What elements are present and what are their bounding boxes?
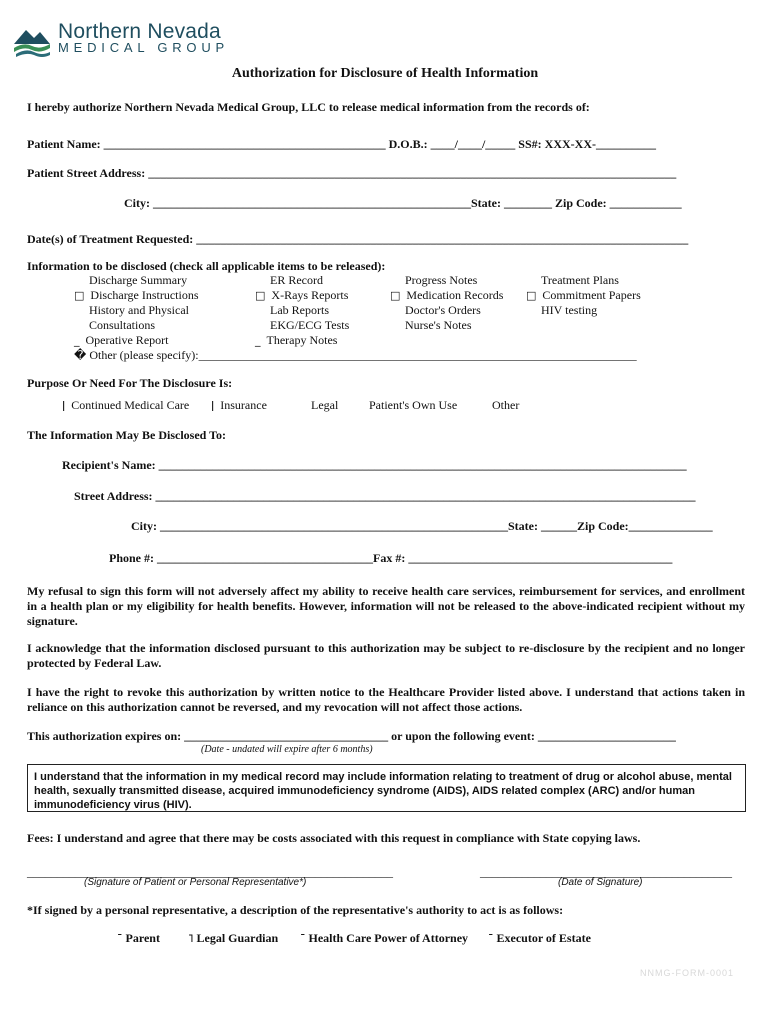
info-item-other[interactable]: � Other (please specify):_________________________________________________________________________ xyxy=(74,348,637,362)
purpose-option[interactable]: ǀ Insurance xyxy=(211,398,267,412)
expires-note: (Date - undated will expire after 6 months) xyxy=(201,744,373,755)
checkbox-icon: ¯ xyxy=(488,932,494,945)
checkbox-icon: _ xyxy=(255,334,261,347)
rep-option[interactable]: ¯ Health Care Power of Attorney xyxy=(300,931,469,945)
signature-line[interactable]: _____________________________________________________________ xyxy=(27,865,393,879)
logo-subtitle: MEDICAL GROUP xyxy=(58,40,229,55)
refusal-paragraph: My refusal to sign this form will not adversely affect my ability to receive health care services, reimbursement for services, and enrollment in a health plan or my eligibility for health benefits. However, information will not be released to the above-indicated recipient without my signature. xyxy=(27,584,745,628)
info-item[interactable]: □ Medication Records xyxy=(390,288,504,302)
info-item[interactable]: HIV testing xyxy=(541,303,598,317)
logo-name: Northern Nevada xyxy=(58,20,221,43)
checkbox-icon: □ xyxy=(255,289,266,302)
rep-option[interactable]: ˥ Legal Guardian xyxy=(188,931,279,945)
checkbox-icon: □ xyxy=(526,289,537,302)
info-item[interactable]: Discharge Summary xyxy=(89,273,188,287)
patient-city-field[interactable]: City: _____________________________________________________State: ________ Zip Code: ____________ xyxy=(124,196,682,210)
info-item[interactable]: EKG/ECG Tests xyxy=(270,318,350,332)
info-item[interactable]: Progress Notes xyxy=(405,273,478,287)
info-item[interactable]: Consultations xyxy=(89,318,156,332)
info-heading: Information to be disclosed (check all applicable items to be released): xyxy=(27,259,386,273)
checkbox-icon: ˥ xyxy=(188,932,194,945)
purpose-option[interactable]: Legal xyxy=(311,398,339,412)
patient-name-field[interactable]: Patient Name: _______________________________________________ D.O.B.: ____/____/_____ SS#: XXX-XX-__________ xyxy=(27,137,656,151)
footer-code: NNMG-FORM-0001 xyxy=(640,968,735,978)
checkbox-icon: _ xyxy=(74,334,80,347)
checkbox-icon: ¯ xyxy=(300,932,306,945)
patient-street-field[interactable]: Patient Street Address: ________________________________________________________________________________________ xyxy=(27,166,677,180)
logo xyxy=(12,20,229,62)
intro-text: I hereby authorize Northern Nevada Medical Group, LLC to release medical information from the records of: xyxy=(27,100,590,114)
checkbox-icon: ¯ xyxy=(117,932,123,945)
purpose-option[interactable]: Patient's Own Use xyxy=(369,398,458,412)
info-item[interactable]: □ X-Rays Reports xyxy=(255,288,349,302)
representative-note: *If signed by a personal representative, a description of the representative's authority to act is as follows: xyxy=(27,903,564,917)
purpose-option[interactable]: ǀ Continued Medical Care xyxy=(62,398,190,412)
info-item[interactable]: Lab Reports xyxy=(270,303,329,317)
checkbox-icon: ǀ xyxy=(62,399,66,412)
recipient-street-field[interactable]: Street Address: __________________________________________________________________________________________ xyxy=(74,489,696,503)
disclosed-to-heading: The Information May Be Disclosed To: xyxy=(27,428,227,442)
sensitive-info-box: I understand that the information in my medical record may include information relating to treatment of drug or alcohol abuse, mental health, sexually transmitted disease, acquired immunodeficiency syndrome (AIDS), AIDS related complex (ARC) and/or human immunodeficiency virus (HIV). xyxy=(27,764,746,812)
revoke-paragraph: I have the right to revoke this authorization by written notice to the Healthcare Provider listed above. I understand that actions taken in reliance on this authorization cannot be reversed, and my revocation will not affect those actions. xyxy=(27,685,745,714)
info-item[interactable]: Treatment Plans xyxy=(541,273,619,287)
fees-text: Fees: I understand and agree that there may be costs associated with this request in compliance with State copying laws. xyxy=(27,831,641,845)
info-item[interactable]: ER Record xyxy=(270,273,323,287)
info-item[interactable]: Doctor's Orders xyxy=(405,303,481,317)
checkbox-icon: □ xyxy=(74,289,85,302)
date-signature-caption: (Date of Signature) xyxy=(558,877,643,888)
expires-field[interactable]: This authorization expires on: __________________________________ or upon the following event: _______________________ xyxy=(27,729,676,743)
signature-caption: (Signature of Patient or Personal Representative*) xyxy=(84,877,307,888)
info-item[interactable]: _ Therapy Notes xyxy=(255,333,338,347)
form-title: Authorization for Disclosure of Health Information xyxy=(231,66,539,81)
info-item[interactable]: □ Discharge Instructions xyxy=(74,288,199,302)
recipient-city-field[interactable]: City: __________________________________________________________State: ______Zip Code:______________ xyxy=(131,519,713,533)
checkbox-icon: □ xyxy=(390,289,401,302)
treatment-dates-field[interactable]: Date(s) of Treatment Requested: __________________________________________________________________________________ xyxy=(27,232,689,246)
unknown-glyph-icon: � xyxy=(74,348,87,362)
info-item[interactable]: □ Commitment Papers xyxy=(526,288,641,302)
info-item[interactable]: Nurse's Notes xyxy=(405,318,472,332)
redisclosure-paragraph: I acknowledge that the information disclosed pursuant to this authorization may be subject to re-disclosure by the recipient and no longer protected by Federal Law. xyxy=(27,641,745,670)
rep-option[interactable]: ¯ Parent xyxy=(117,931,160,945)
recipient-name-field[interactable]: Recipient's Name: ________________________________________________________________________________________ xyxy=(62,458,687,472)
purpose-option[interactable]: Other xyxy=(492,398,520,412)
checkbox-icon: ǀ xyxy=(211,399,215,412)
rep-option[interactable]: ¯ Executor of Estate xyxy=(488,931,591,945)
info-item[interactable]: History and Physical xyxy=(89,303,189,317)
phone-fax-field[interactable]: Phone #: ____________________________________Fax #: ____________________________________________ xyxy=(109,551,673,565)
info-item[interactable]: _ Operative Report xyxy=(74,333,169,347)
purpose-heading: Purpose Or Need For The Disclosure Is: xyxy=(27,376,233,390)
date-signature-line[interactable]: __________________________________________ xyxy=(480,865,732,879)
mountain-logo-icon xyxy=(12,22,52,58)
